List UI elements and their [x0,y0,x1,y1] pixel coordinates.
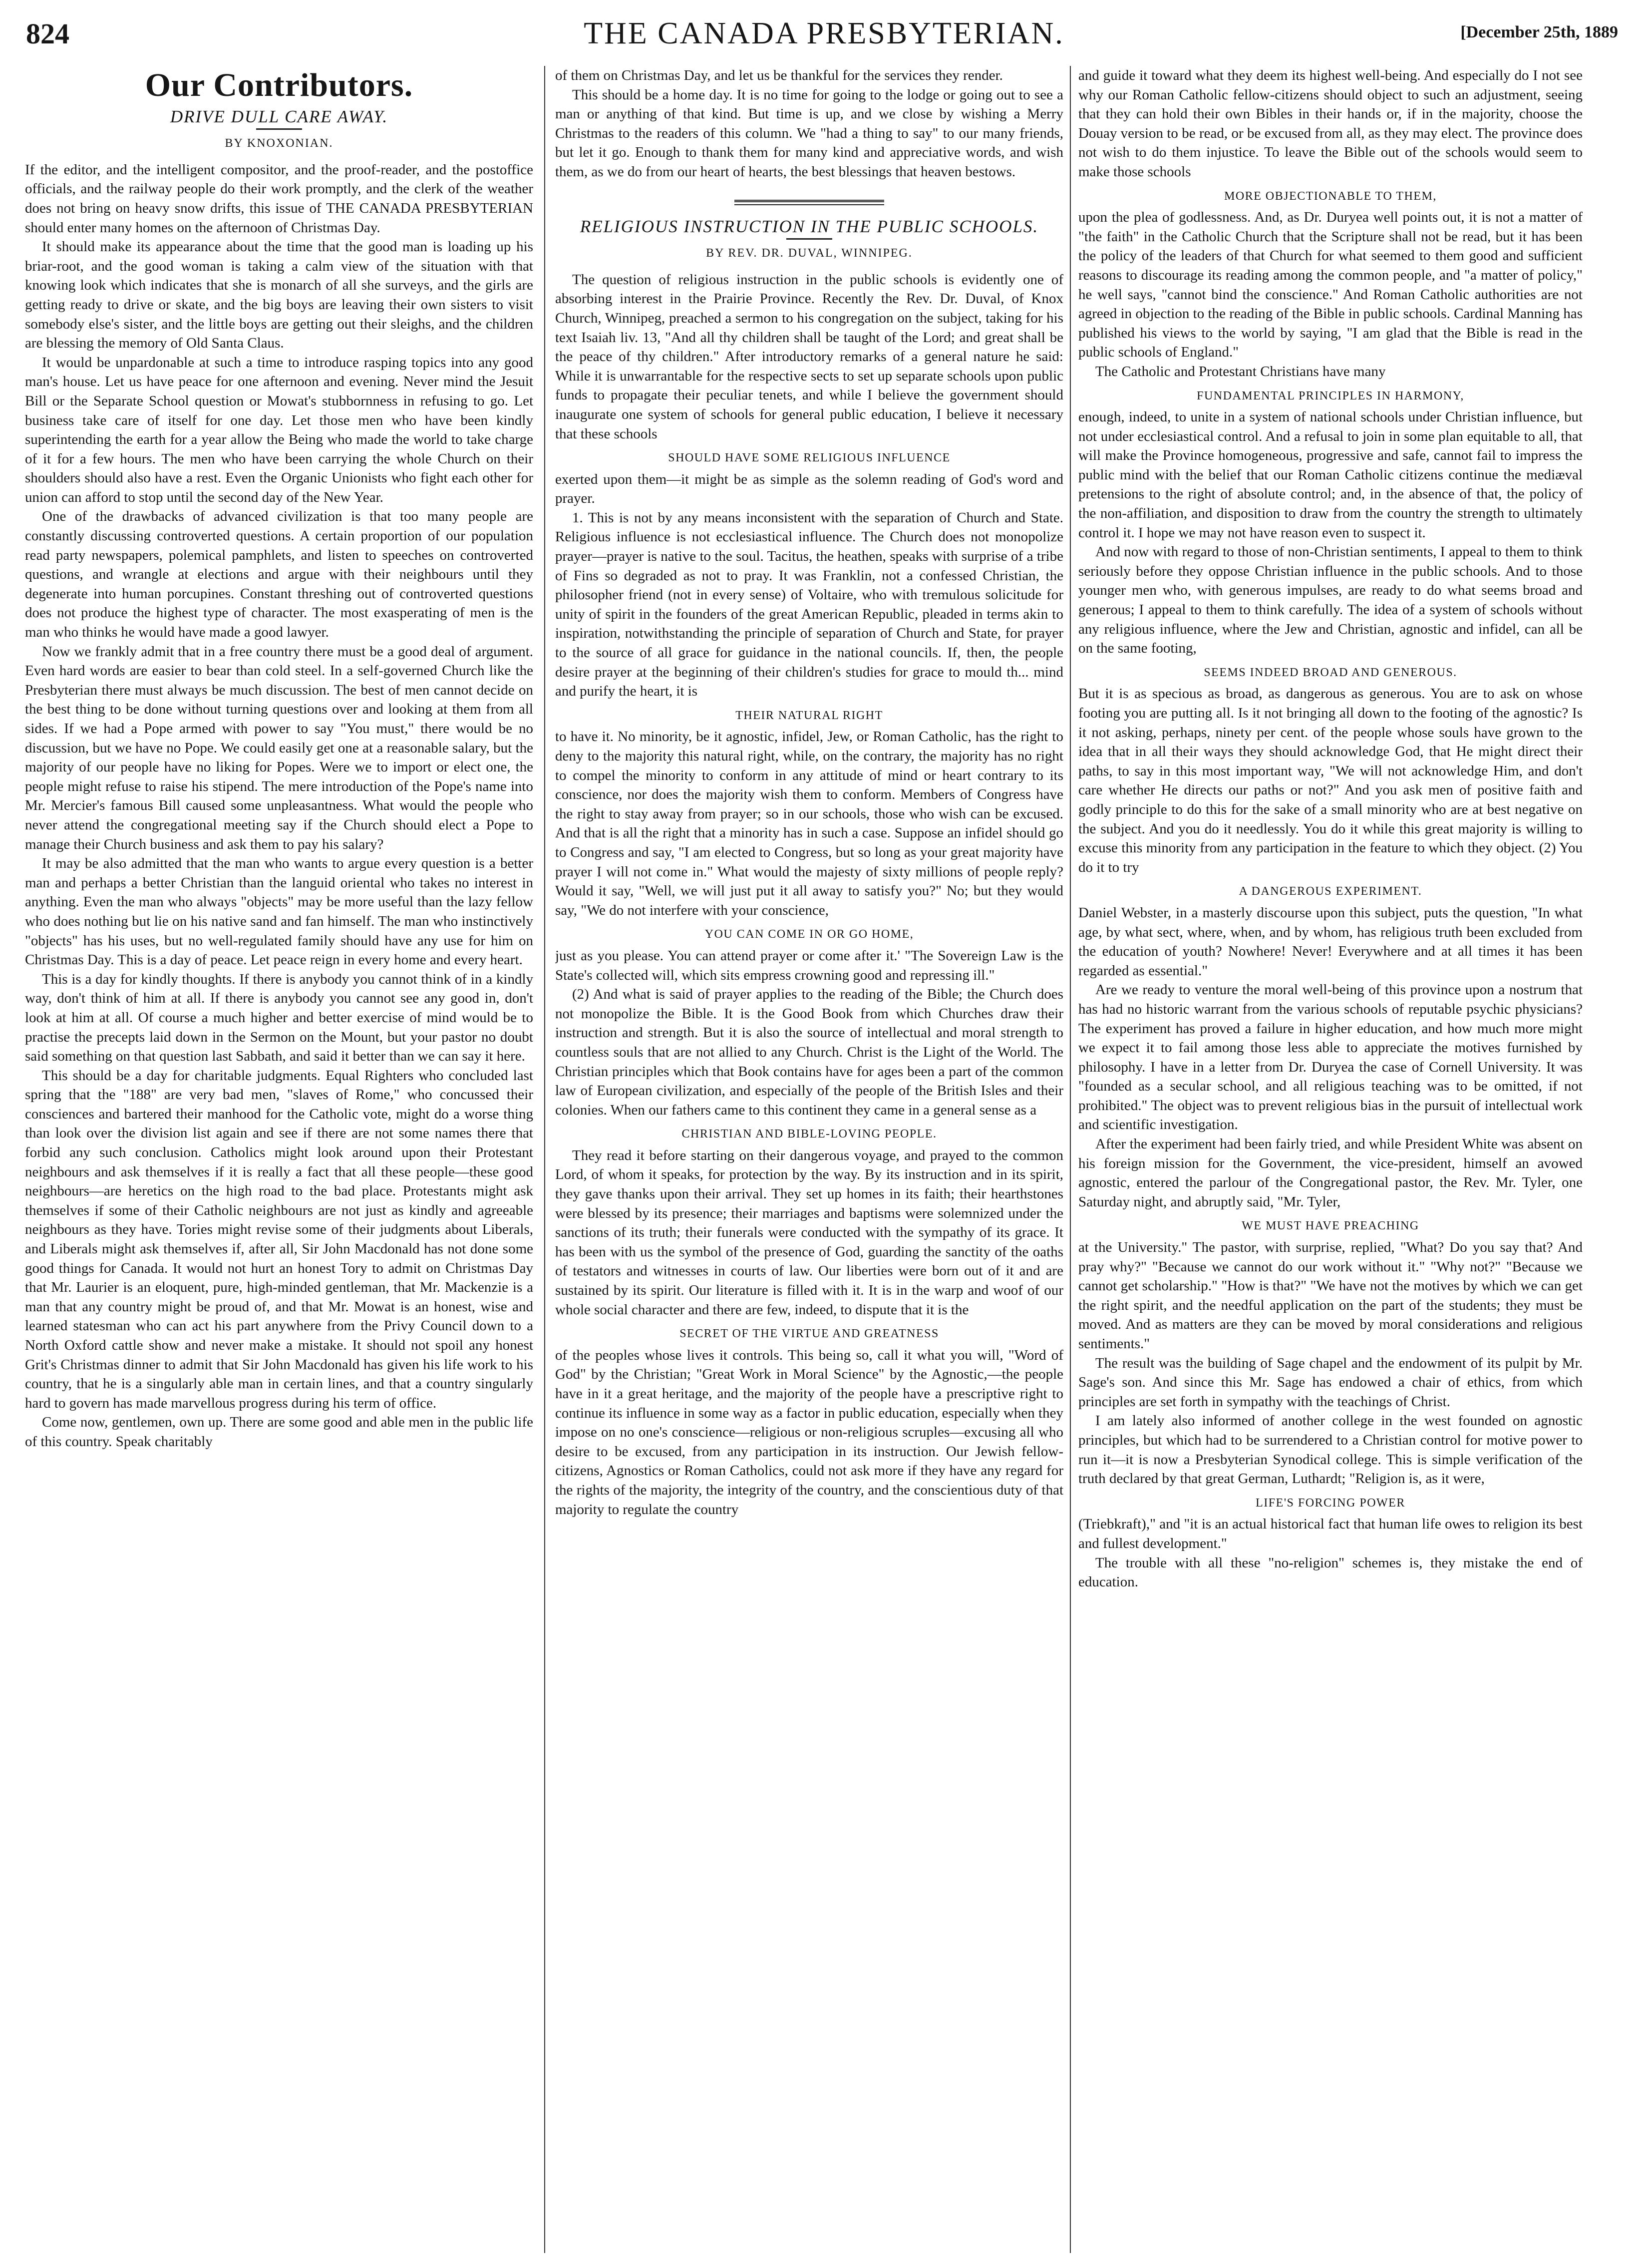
masthead [20,14,1628,55]
paragraph: One of the drawbacks of advanced civilization is that too many people are constantly discussing controverted questions. A certain proportion of our population read party newspapers, polemical pamphlets, and listen to speeches on controverted questions, and wrangle at elections and argue with their neighbours until they degenerate into human porcupines. Constant threshing out of controverted questions does not produce the highest type of character. The most exasperating of men is the man who thinks he would have made a good lawyer. [25,508,533,641]
paragraph: Now we frankly admit that in a free country there must be a good deal of argument. Even hard words are easier to bear than cold steel. In a self-governed Church like the Presbyterian there must always be much discussion. The best of men cannot decide on the best thing to be done without turning questions over and looking at them from all sides. If we had a Pope armed with power to say "You must," there would be no discussion, but we have no Pope. We could easily get one at a reasonable salary, but the majority of our people have no liking for Popes. Were we to import or elect one, the people might refuse to raise his stipend. The mere introduction of the Pope's name into Mr. Mercier's famous Bill caused some unpleasantness. What would the people who never attend the congregational meeting say if the Church should elect a Pope to manage their Church business and ask them to pay his salary? [25,643,533,852]
article-body [555,270,1063,1519]
subheading: A DANGEROUS EXPERIMENT. [1239,885,1422,898]
paragraph: It would be unpardonable at such a time to introduce rasping topics into any good man's house. Let us have peace for one afternoon and evening. Never mind the Jesuit Bill or the Separate School question or Mowat's stubbornness in refusing to go. Let business take care of itself for one day. Let those men who have been kindly superintending the earth for a year allow the Being who made the world to take charge of it for a few hours. The men who have been carrying the whole Church on their shoulders should also have a rest. Even the Organic Unionists who fight each other for union can afford to stop until the second day of the New Year. [25,354,533,505]
paragraph: Daniel Webster, in a masterly discourse upon this subject, puts the question, "In what age, by what sect, where, when, and by whom, has religious truth been excluded from the education of youth? Nowhere! Never! Everywhere and at all times it has been regarded as essential." [1078,904,1583,979]
paragraph: exerted upon them—it might be as simple as the solemn reading of God's word and prayer. [555,471,1063,507]
paragraph: to have it. No minority, be it agnostic, infidel, Jew, or Roman Catholic, has the right to deny to the majority this natural right, while, on the contrary, the majority has no right to compel the minority to conform in any attitude of mind or heart contrary to its conscience, nor does the majority wish them to conform. Members of Congress have the right to stay away from prayer; so in our schools, those who wish can be excused. And that is all the right that a minority has in such a case. Suppose an infidel should go to Congress and say, "I am elected to Congress, but so long as your great majority have prayer I will not come in." What would the majesty of sixty millions of people reply? Would it say, "Well, we will just put it all away to satisfy you?" No; but they would say, "We do not interfere with your conscience, [555,729,1063,918]
paragraph: Come now, gentlemen, own up. There are some good and able men in the public life of this country. Speak charitably [25,1414,533,1450]
paragraph: But it is as specious as broad, as dangerous as generous. You are to ask on whose footing you are putting all. Is it not bringing all down to the footing of the agnostic? Is it not asking, perhaps, ninety per cent. of the people whose souls have grown to the idea that in all their ways they should acknowledge God, that He might direct their paths, to say in this most important way, "We will not acknowledge Him, and don't care whether He directs our paths or not?" And you ask men of positive faith and godly principle to do this for the sake of a small minority who are at best negative on the subject. And you do it needlessly. You do it while this great majority is willing to excuse this minority from any participation in the feature to which they object. (2) You do it to try [1078,686,1583,875]
column-rule-1 [544,66,545,2253]
subheading: FUNDAMENTAL PRINCIPLES IN HARMONY, [1197,389,1464,402]
paragraph: enough, indeed, to unite in a system of national schools under Christian influence, but not under ecclesiastical control. And a refusal to join in some plan equitable to all, that will make the Province homogeneous, progressive and safe, cannot fail to impress the public mind with the belief that our Roman Catholic citizens continue the mediæval pretensions to the right of absolute control; and, in the absence of that, the policy of the non-affiliation, and disposition to draw from the country the strength to ultimately control it. I hope we may not have reason even to suspect it. [1078,409,1583,541]
paragraph: of the peoples whose lives it controls. This being so, call it what you will, "Word of God" by the Christian; "Great Work in Moral Science" by the Agnostic,—the people have in it a great heritage, and the majority of the people have a prescriptive right to continue its influence in some way as a factor in public education, especially when they impose on no one's conscience—religious or non-religious scruples—excusing all who desire to be excused, from any participation in its instruction. Our Jewish fellow-citizens, Agnostics or Roman Catholics, could not ask more if they have any regard for the rights of the majority, the integrity of the country, and the conscientious duty of that majority to regulate the country [555,1347,1063,1517]
paragraph: This should be a home day. It is no time for going to the lodge or going out to see a man or anything of that kind. But time is up, and we close by wishing a Merry Christmas to the readers of this column. We "had a thing to say" to our many friends, but let it go. Enough to thank them for many kind and appreciative words, and wish them, as we do from our heart of hearts, the best blessings that heaven bestows. [555,86,1063,180]
paragraph: of them on Christmas Day, and let us be thankful for the services they render. [555,67,1003,83]
subheading: LIFE'S FORCING POWER [1256,1496,1405,1510]
paragraph: 1. This is not by any means inconsistent with the separation of Church and State. Religious influence is not ecclesiastical influence. The Church does not monopolize prayer—prayer is native to the soul. Tacitus, the heathen, speaks with surprise of a tribe of Fins so degraded as not to pray. It was Franklin, not a confessed Christian, the philosopher friend (not in every sense) of Voltaire, who with tremulous solicitude for unity of spirit in the founders of the great American Republic, pleaded in terms akin to inspiration, notwithstanding the principle of separation of Church and State, for prayer to the source of all grace for guidance in the national councils. If, then, the people desire prayer at the beginning of their children's studies for grace to mould th... mind and purify the heart, it is [555,509,1063,700]
paragraph: It may be also admitted that the man who wants to argue every question is a better man and perhaps a better Christian than the languid oriental who takes no interest in anything. Even the man who always "objects" may be more useful than the lazy fellow who does nothing but lie on his native sand and fan himself. The man who instinctively "objects" has his uses, but no well-regulated family should have any use for him on Christmas Day. This is a day of peace. Let peace reign in every home and every heart. [25,855,533,968]
article-title-religious-instruction: RELIGIOUS INSTRUCTION IN THE PUBLIC SCHOOLS. [580,216,1039,236]
paragraph: (2) And what is said of prayer applies to the reading of the Bible; the Church does not monopolize the Bible. It is the Good Book from which Churches draw their instruction and strength. But it is also the source of intellectual and moral strength to countless souls that are not allied to any Church. Christ is the Light of the World. The Christian principles which that Book contains have for ages been a part of the common law of European civilization, and especially of the people of the British Isles and their colonies. When our fathers came to this continent they came in a general sense as a [555,986,1063,1118]
column-1 [25,66,533,2258]
title-rule [256,128,302,130]
paragraph: (Triebkraft)," and "it is an actual historical fact that human life owes to religion its best and fullest development." [1078,1516,1583,1551]
paragraph: After the experiment had been fairly tried, and while President White was absent on his foreign mission for the Government, the vice-president, himself an avowed agnostic, entered the parlour of the Congregational pastor, the Rev. Mr. Tyler, one Saturday night, and abruptly said, "Mr. Tyler, [1078,1136,1583,1210]
byline-knoxonian: BY KNOXONIAN. [225,137,333,150]
paragraph: It should make its appearance about the time that the good man is loading up his briar-root, and the good woman is taking a calm view of the situation with that knowing look which indicates that she is monarch of all she surveys, and the girls are getting ready to drive or skate, and the big boys are leaving their own sisters to visit somebody else's sister, and the little boys are getting out their sleighs, and the children are blessing the memory of Old Santa Claus. [25,239,533,352]
paragraph: I am lately also informed of another college in the west founded on agnostic principles, but which had to be surrendered to a Christian control for motive power to run it—it is now a Presbyterian Synodical college. This is simple verification of the truth declared by that great German, Luthardt; "Religion is, as it were, [1078,1413,1583,1487]
page-number: 824 [26,17,69,50]
issue-date: [December 25th, 1889 [1460,23,1618,41]
subheading: SEEMS INDEED BROAD AND GENEROUS. [1204,666,1457,679]
newspaper-title: THE CANADA PRESBYTERIAN. [584,16,1064,50]
paragraph: They read it before starting on their dangerous voyage, and prayed to the common Lord, of whom it speaks, for protection by the way. By its instruction and in its spirit, they gave thanks upon their arrival. They set up homes in its faith; their hearthstones were blessed by its presence; their marriages and baptisms were solemnized under the sanctions of its truth; their funerals were conducted with the sympathy of its grace. It has been with us the symbol of the presence of God, guarding the sanctity of the oaths of testators and witnesses in courts of law. Our liberties were born out of it and are sustained by its spirit. Our literature is filled with it. It is in the warp and woof of our whole social character and there are few, indeed, to dispute that it is the [555,1147,1063,1318]
paragraph: The Catholic and Protestant Christians have many [1095,363,1386,379]
paragraph: The question of religious instruction in the public schools is evidently one of absorbing interest in the Prairie Province. Recently the Rev. Dr. Duval, of Knox Church, Winnipeg, preached a sermon to his congregation on the subject, taking for his text Isaiah liv. 13, "And all thy children shall be taught of the Lord; and great shall be the peace of thy children." After introductory remarks of a general nature he said: While it is unwarrantable for the respective sects to set up separate schools upon public funds to propagate their peculiar tenets, and while I believe the government should inaugurate one system of schools for general public education, I believe it necessary that these schools [555,271,1063,442]
subheading: SECRET OF THE VIRTUE AND GREATNESS [679,1327,939,1341]
paragraph: The result was the building of Sage chapel and the endowment of its pulpit by Mr. Sage's son. And since this Mr. Sage has endowed a chair of ethics, from which principles are set forth in sympathy with the teachings of Christ. [1078,1355,1583,1410]
paragraph: This should be a day for charitable judgments. Equal Righters who concluded last spring that the "188" are very bad men, "slaves of Rome," who concussed their consciences and bartered their manhood for the Catholic vote, might do a worse thing than look over the division list again and see if there are not some names there that forbid any such conclusion. Catholics might look around upon their Protestant neighbours and ask themselves if it is really a fact that all these people—these good neighbours—are heretics on the high road to the bad place. Protestants might ask themselves if some of their Catholic neighbours are not just as kindly and agreeable neighbours as they have. Tories might revise some of their judgments about Liberals, and Liberals might ask themselves if, after all, Sir John Macdonald has not done some good things for Canada. It would not hurt an honest Tory to admit on Christmas Day that Mr. Laurier is an eloquent, pure, high-minded gentleman, that Mr. Mackenzie is a man that any country might be proud of, and that Mr. Mowat is an honest, wise and learned statesman who can act his part anywhere from the Privy Council down to a North Oxford cattle show and never make a mistake. It should not spoil any honest Grit's Christmas dinner to admit that Sir John Macdonald has given his life work to his country, that he is a singularly able man in certain lines, and that a country singularly hard to govern has made marvellous progress during his term of office. [25,1067,533,1411]
paragraph: and guide it toward what they deem its highest well-being. And especially do I not see why our Roman Catholic fellow-citizens should object to such an adjustment, seeing that they can hold their own Bibles in their hands or, if in the majority, choose the Douay version to be read, or be excused from all, as they may elect. The province does not wish to do them injustice. To leave the Bible out of the schools would seem to make those schools [1078,67,1583,180]
byline-duval: BY REV. DR. DUVAL, WINNIPEG. [706,247,913,260]
column-3 [1078,66,1583,2258]
paragraph: If the editor, and the intelligent compositor, and the proof-reader, and the postoffice officials, and the railway people do their work promptly, and the clerk of the weather does not bring on heavy snow drifts, this issue of THE CANADA PRESBYTERIAN should enter many homes on the afternoon of Christmas Day. [25,161,533,236]
subheading: MORE OBJECTIONABLE TO THEM, [1224,189,1437,203]
paragraph: This is a day for kindly thoughts. If there is anybody you cannot think of in a kindly way, don't think of him at all. If there is anybody you cannot see any good in, don't look at him at all. Of course a much higher and better exercise of mind would be to practise the precepts laid down in the Sermon on the Mount, but your pastor no doubt said something on that question last Sabbath, and said it better than we can say it here. [25,971,533,1065]
paragraph: just as you please. You can attend prayer or come after it.' "The Sovereign Law is the State's collected will, which sits empress crowning good and repressing ill." [555,947,1063,983]
paragraph: Are we ready to venture the moral well-being of this province upon a nostrum that has had no historic warrant from the various schools of reputable psychic physicians? The experiment has proved a failure in higher education, and how much more might we expect it to fail among those less able to appreciate the motives furnished by philosophy. I have in a letter from Dr. Duryea the case of Cornell University. It was "founded as a secular school, and all religious teaching was to be omitted, if not prohibited." The object was to prevent religious bias in the pursuit of intellectual work and scientific investigation. [1078,982,1583,1133]
paragraph: And now with regard to those of non-Christian sentiments, I appeal to them to think seriously before they oppose Christian influence in the public schools. And to those younger men who, with generous impulses, are ready to do what seems broad and generous; I appeal to them to think carefully. The idea of a system of schools without any religious influence, where the Jew and Christian, agnostic and infidel, can all be on the same footing, [1078,544,1583,657]
paragraph: at the University." The pastor, with surprise, replied, "What? Do you say that? And pray why?" "Because we cannot do our work without it." "Why not?" "Because we cannot get scholarship." "How is that?" "We have not the motives by which we can get the right spirit, and the needful application on the part of the students; they must be moved. And as matters are they can be moved by moral considerations and religious sentiments." [1078,1239,1583,1352]
paragraph: The trouble with all these "no-religion" schemes is, they mistake the end of education. [1078,1554,1583,1590]
subheading: SHOULD HAVE SOME RELIGIOUS INFLUENCE [668,451,951,465]
subheading: YOU CAN COME IN OR GO HOME, [704,928,914,941]
article-body-continued [1078,66,1583,1592]
paragraph: upon the plea of godlessness. And, as Dr. Duryea well points out, it is not a matter of "the faith" in the Catholic Church that the Scripture shall not be read, but it has been the policy of the leaders of that Church for what seemed to them good and sufficient reasons to discourage its reading among the common people, and "a matter of policy," he well says, "cannot bind the conscience." And Roman Catholic authorities are not agreed in objection to the reading of the Bible in public schools. Cardinal Manning has published his views to the world by saying, "I am glad that the Bible is read in the public schools of England." [1078,209,1583,361]
section-heading: Our Contributors. [145,67,413,103]
title-rule [786,238,832,240]
article-title-knoxonian: DRIVE DULL CARE AWAY. [170,106,388,126]
article-divider [734,200,884,205]
subheading: CHRISTIAN AND BIBLE-LOVING PEOPLE. [681,1128,937,1141]
column-rule-2 [1070,66,1071,2253]
subheading: WE MUST HAVE PREACHING [1242,1219,1419,1233]
column-2 [555,66,1063,2258]
subheading: THEIR NATURAL RIGHT [735,709,883,722]
